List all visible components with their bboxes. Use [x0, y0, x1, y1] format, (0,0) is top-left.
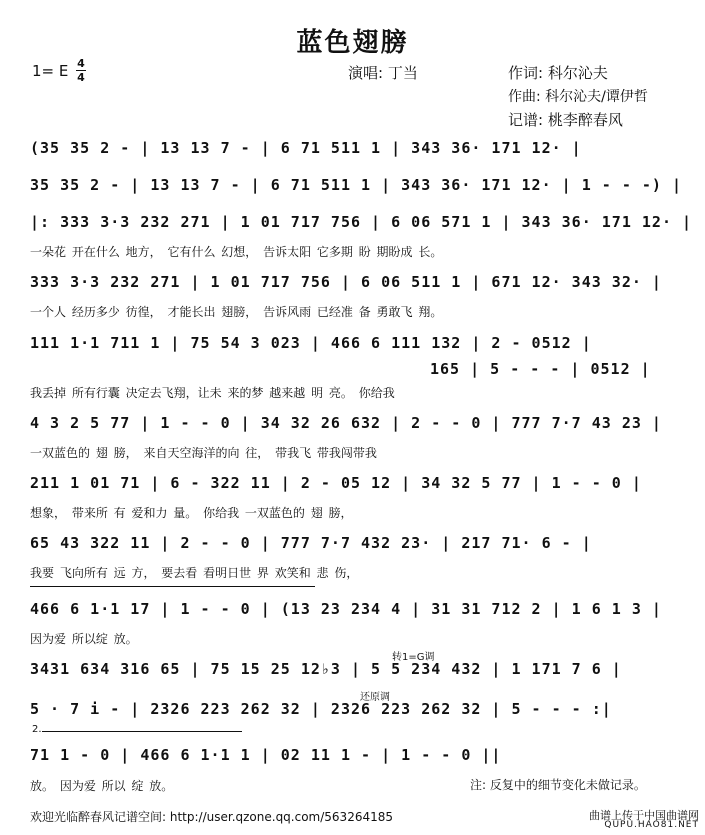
- score-line-11: 5 · 7 i - | 2326 223 262 32 | 2326 223 262 32 | 5 - - - :|: [30, 700, 612, 718]
- lyric-line-7: 想象， 带来所 有 爱和力 量。 你给我 一双蓝色的 翅 膀，: [30, 506, 353, 520]
- score-line-8: 65 43 322 11 | 2 - - 0 | 777 7·7 432 23· | 217 71· 6 - |: [30, 534, 592, 552]
- lyric-line-6: 一双蓝色的 翅 膀， 来自天空海洋的向 往， 带我飞 带我闯带我: [30, 446, 377, 460]
- restore-key-mark: 还原调: [360, 692, 390, 703]
- lyricist-credit: 作词: 科尔沁夫: [508, 64, 608, 82]
- ending-2-mark: 2.: [32, 724, 42, 735]
- watermark-line-2: QUPU.HAO81.NET: [604, 820, 699, 830]
- lyric-line-12: 放。 因为爱 所以 绽 放。: [30, 779, 174, 793]
- score-line-6: 4 3 2 5 77 | 1 - - 0 | 34 32 26 632 | 2 - - 0 | 777 7·7 43 23 |: [30, 414, 662, 432]
- score-line-1: (35 35 2 - | 13 13 7 - | 6 71 511 1 | 343 36· 171 12· |: [30, 139, 582, 157]
- modulation-mark: 转1=G调: [392, 652, 435, 663]
- score-line-4: 333 3·3 232 271 | 1 01 717 756 | 6 06 511 1 | 671 12· 343 32· |: [30, 273, 662, 291]
- ending-bracket-line: [30, 586, 315, 587]
- score-line-10: 3431 634 316 65 | 75 15 25 12♭3 | 5 5 234 432 | 1 171 7 6 |: [30, 660, 622, 678]
- time-signature-top: 4: [77, 57, 85, 70]
- transcriber-credit: 记谱: 桃李醉春风: [508, 111, 623, 129]
- composer-credit: 作曲: 科尔沁夫/谭伊哲: [508, 89, 648, 105]
- watermark-line-1: 曲谱上传于中国曲谱网: [589, 809, 699, 822]
- time-signature-bottom: 4: [77, 71, 85, 84]
- score-line-5: 111 1·1 711 1 | 75 54 3 023 | 466 6 111 132 | 2 - 0512 |: [30, 334, 592, 352]
- time-signature: [76, 58, 86, 83]
- song-title: 蓝色翅膀: [296, 28, 409, 58]
- lyric-line-4: 一个人 经历多少 彷徨， 才能长出 翅膀， 告诉风雨 已经准 备 勇敢飞 翔。: [30, 305, 443, 319]
- lyric-line-9: 因为爱 所以绽 放。: [30, 632, 138, 646]
- lyric-line-8: 我要 飞向所有 远 方， 要去看 看明日世 界 欢笑和 悲 伤，: [30, 566, 359, 580]
- score-line-3: |: 333 3·3 232 271 | 1 01 717 756 | 6 06 571 1 | 343 36· 171 12· |: [30, 213, 693, 231]
- score-line-9: 466 6 1·1 17 | 1 - - 0 | (13 23 234 4 | 31 31 712 2 | 1 6 1 3 |: [30, 600, 662, 618]
- transcription-note: 注: 反复中的细节变化未做记录。: [470, 778, 646, 792]
- footer-credit: 欢迎光临醉春风记谱空间: http://user.qzone.qq.com/563264185: [30, 810, 394, 824]
- score-line-2: 35 35 2 - | 13 13 7 - | 6 71 511 1 | 343 36· 171 12· | 1 - - -) |: [30, 176, 682, 194]
- score-line-7: 211 1 01 71 | 6 - 322 11 | 2 - 05 12 | 34 32 5 77 | 1 - - 0 |: [30, 474, 642, 492]
- singer-credit: 演唱: 丁当: [348, 64, 418, 82]
- lyric-line-5: 我丢掉 所有行囊 决定去飞翔，让未 来的梦 越来越 明 亮。 你给我: [30, 386, 395, 400]
- key-signature: 1= E: [32, 62, 69, 80]
- ending-2-bracket: [42, 731, 242, 732]
- lyric-line-3: 一朵花 开在什么 地方， 它有什么 幻想， 告诉太阳 它多期 盼 期盼成 长。: [30, 245, 443, 259]
- score-line-12: 71 1 - 0 | 466 6 1·1 1 | 02 11 1 - | 1 - - 0 ||: [30, 746, 502, 764]
- score-line-5-alt: 165 | 5 - - - | 0512 |: [430, 360, 651, 378]
